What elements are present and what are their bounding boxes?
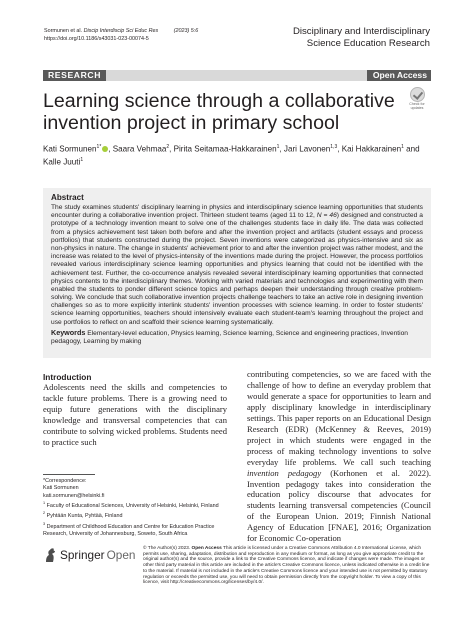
journal-name-line1: Disciplinary and Interdisciplinary bbox=[292, 26, 430, 37]
running-header-left bbox=[44, 27, 198, 43]
article-title-line1: Learning science through a collaborative bbox=[43, 90, 395, 112]
abstract-heading: Abstract bbox=[51, 193, 84, 202]
author-name[interactable]: Pirita Seitamaa-Hakkarainen bbox=[173, 144, 277, 154]
license-body: This article is licensed under a Creative Commons Attribution 4.0 International License, which permits use, sharing, adaptation, distribution and reproduction in any medium or format, as long as you give appropriate credit to the original author(s) and the source, provide a link to the Creative Commons licence, and indicate if changes were made. The images or other third party material in this article are included in the article's Creative Commons licence, unless indicated otherwise in a credit line to the material. If material is not included in the article's Creative Commons licence and your intended use is not permitted by statutory regulation or exceeds the permitted use, you will need to obtain permission directly from the copyright holder. To view a copy of this licence, visit bbox=[143, 546, 430, 586]
body-text: ; Organization for Economic Co-operation bbox=[247, 522, 431, 544]
springer-horse-icon bbox=[43, 547, 57, 563]
open-access-badge: Open Access bbox=[367, 70, 431, 81]
body-text: ). Invention pedagogy takes into consideration the education policy discourse that advocates for students learning transversal competencies (Council of the European Union. bbox=[247, 467, 432, 522]
author-name[interactable]: Kalle Juuti bbox=[43, 157, 81, 167]
author-name[interactable]: Kai Hakkarainen bbox=[341, 144, 402, 154]
author-separator: , bbox=[279, 144, 284, 154]
citation-line bbox=[44, 27, 198, 35]
author-separator: and bbox=[403, 144, 420, 154]
body-text: (Korhonen et al. bbox=[321, 467, 409, 478]
abstract-sample-size: N = 46 bbox=[316, 212, 337, 220]
open-access-label: Open Access bbox=[191, 546, 222, 551]
author-affiliation-mark: 1 bbox=[276, 144, 280, 150]
author-affiliation-mark: 2 bbox=[166, 144, 170, 150]
license-text bbox=[143, 546, 431, 586]
check-updates-icon bbox=[410, 87, 425, 102]
abstract-text-part1: The study examines students' disciplinary learning in physics and interdisciplinary science learning opportunities that students encounter during a collaborative invention project. Thirteen student teams (aged 11 to 12, bbox=[51, 204, 423, 220]
author-name[interactable]: Jari Lavonen bbox=[283, 144, 331, 154]
citation-authors: Sormunen et al. bbox=[44, 28, 83, 34]
abstract-box bbox=[43, 188, 431, 358]
reference-link[interactable]: 2019 bbox=[344, 511, 362, 522]
publisher-open: Open bbox=[106, 548, 136, 562]
abstract-text bbox=[51, 204, 423, 327]
keywords-label: Keywords bbox=[51, 327, 86, 337]
author-affiliation-mark: 1 bbox=[401, 144, 404, 150]
left-column bbox=[43, 372, 227, 448]
journal-name-line2: Science Education Research bbox=[306, 38, 430, 50]
keywords bbox=[51, 329, 423, 346]
doi-link[interactable]: https://doi.org/10.1186/s43031-023-00074-5 bbox=[44, 36, 149, 42]
citation-year: (2023) 5:6 bbox=[173, 28, 199, 34]
reference-link[interactable]: 2019 bbox=[411, 423, 429, 434]
abstract-text-part2: ) designed and constructed a prototype of a technology invention meant to solve one of the challenges students face in daily life. The data was collected from a physics achievement test taken both before and after the invention project and artifacts (student essays and process portfolios) that students constructed during the project. Seven inventions were categorized as physics-intensive and six as non-physics in nature. The change in students' achievement prior to and after the invention project was rather modest, and the increase was related to the level of physics-intensity of the inventions made during the project. However, the process portfolios revealed various interdisciplinary science learning opportunities and physics learning that could not be identified with the achievement test. Further, the co-occurrence analysis revealed several interdisciplinary learning opportunities that connected physics contents to the interdisciplinary themes. Working with varied materials and technologies and experimenting with them enabled the students to ponder different science topics and perhaps deepen their understanding through creative problem-solving. We conclude that such collaborative invention projects challenge teachers to take an active role in designing invention challenges so as to more explicitly interlink students' invention processes with science learning. In order to foster students' science learning opportunities, teachers should intensively evaluate each student-team's learning throughout the project and use portfolios to reflect on and scaffold their science learning systematically. bbox=[51, 212, 423, 326]
keywords-list: Elementary-level education, Physics learning, Science learning, Science and engineering practices, Invention pedagogy, Learning by making bbox=[51, 329, 408, 346]
body-text: ; Finnish National Agency of Education [FNAE], bbox=[247, 511, 431, 533]
journal-name bbox=[293, 26, 430, 51]
introduction-text: Adolescents need the skills and competencies to tackle future problems. There is a growing need to equip future generations with the disciplinary knowledge and transversal competencies that can contribute to solving wicked problems. Students need to practice such bbox=[43, 382, 227, 447]
affiliation-3: $^3$ Department of Childhood Education and Centre for Education Practice Research, University of Johannesburg, Soweto, South Africa bbox=[43, 521, 215, 537]
affiliation-1: $^1$ Faculty of Educational Sciences, University of Helsinki, Helsinki, Finland bbox=[43, 501, 219, 510]
author-separator: , bbox=[169, 144, 174, 154]
author-name[interactable]: Saara Vehmaa bbox=[112, 144, 167, 154]
check-updates-line1: Check for bbox=[409, 102, 425, 106]
article-type-banner bbox=[43, 70, 431, 81]
correspondence-label: *Correspondence: bbox=[43, 478, 87, 484]
article-type-label: RESEARCH bbox=[43, 70, 106, 81]
author-affiliation-mark: 1 bbox=[80, 157, 84, 164]
footnotes bbox=[43, 478, 227, 538]
author-separator: , bbox=[108, 144, 113, 154]
reference-link[interactable]: 2016 bbox=[362, 522, 380, 533]
check-for-updates-button[interactable] bbox=[406, 87, 428, 112]
article-title bbox=[43, 90, 403, 134]
body-text: contributing competencies, so we are faced with the challenge of how to define an everyday problem that would generate a space for opportunities to learn and apply disciplinary knowledge in interdisciplinary settings. This paper reports on an Educational Design Research (EDR) (McKenney & Reeves, bbox=[247, 369, 431, 434]
article-title-line2: invention project in primary school bbox=[43, 112, 340, 134]
author-list bbox=[43, 142, 431, 168]
author-name[interactable]: Kati Sormunen bbox=[43, 144, 97, 154]
check-updates-line2: updates bbox=[410, 106, 424, 110]
author-affiliation-mark: 1,3 bbox=[330, 144, 338, 150]
section-heading-introduction: Introduction bbox=[43, 372, 92, 382]
copyright-notice: © The Author(s) 2023. bbox=[143, 546, 192, 551]
reference-link[interactable]: 2022 bbox=[408, 467, 427, 478]
correspondence-email[interactable]: kati.sormunen@helsinki.fi bbox=[43, 492, 105, 499]
citation-journal: Discip Interdiscip Sci Educ Res bbox=[83, 28, 159, 34]
author-affiliation-mark: 1* bbox=[96, 144, 102, 150]
affiliation-2: $^2$ Pyhtään Kunta, Pyhtää, Finland bbox=[43, 511, 123, 520]
publisher-name: Springer bbox=[60, 548, 105, 562]
body-text: ) project in which students were engaged in the process of making technology inventions to solve everyday life problems. We call such teaching bbox=[247, 423, 431, 467]
license-end: . bbox=[262, 580, 264, 586]
springer-open-logo bbox=[43, 546, 135, 564]
correspondence-name: Kati Sormunen bbox=[43, 485, 79, 492]
body-emphasis: invention pedagogy bbox=[247, 467, 322, 478]
right-column bbox=[247, 369, 431, 544]
footnote-divider bbox=[43, 474, 95, 475]
author-separator: , bbox=[337, 144, 342, 154]
license-url[interactable]: http://creativecommons.org/licenses/by/4.0/ bbox=[170, 580, 263, 586]
